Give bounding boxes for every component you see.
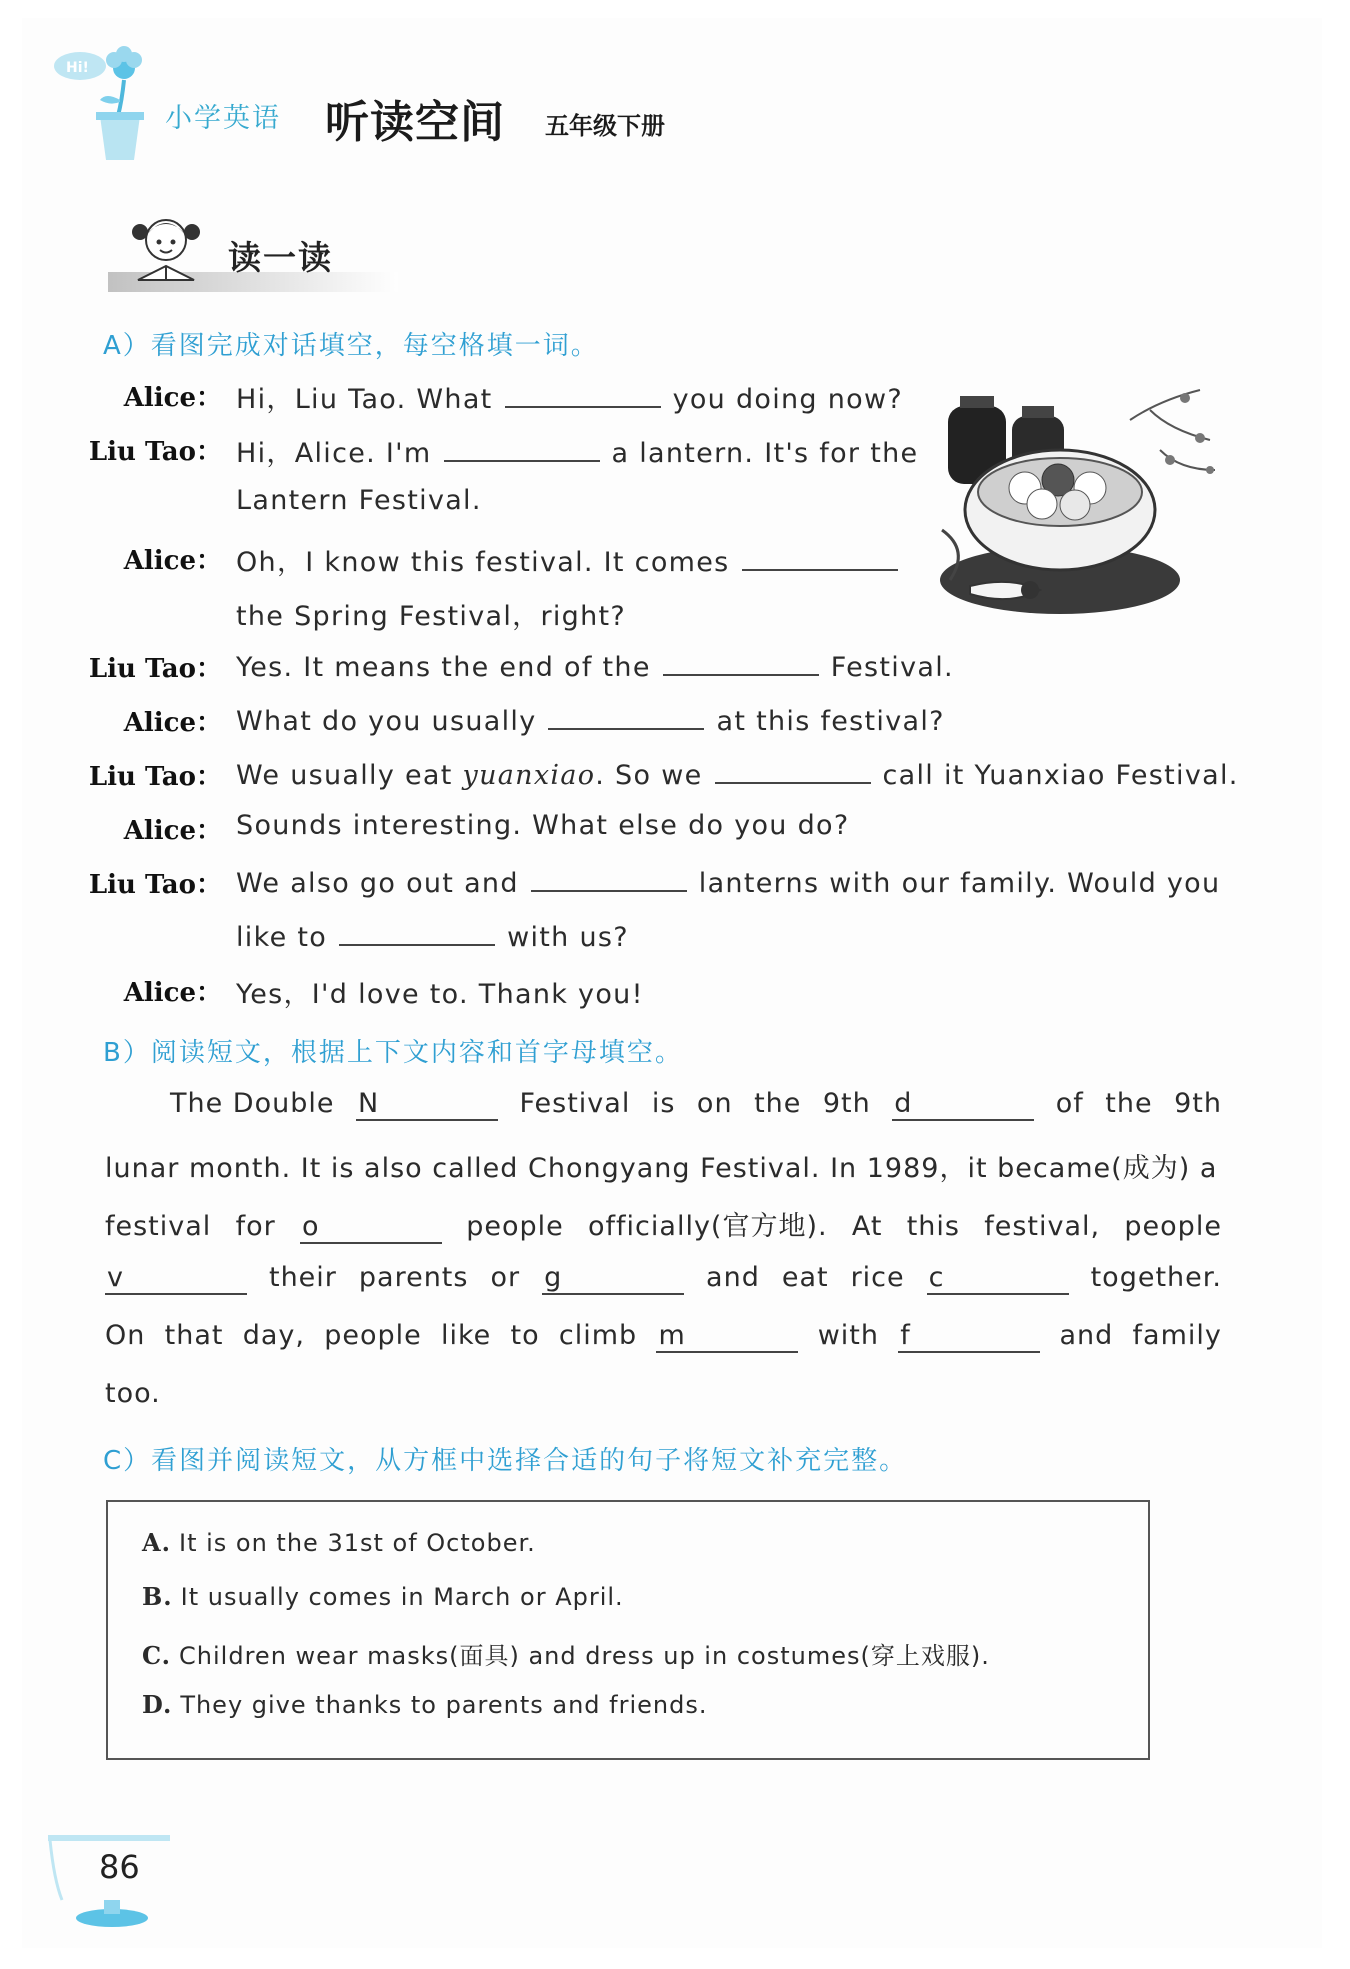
answer-blank[interactable] bbox=[548, 702, 704, 730]
dialogue-line: We also go out and lanterns with our family. Would you bbox=[236, 864, 1220, 899]
options-box bbox=[106, 1500, 1150, 1760]
part-b-heading: B）阅读短文，根据上下文内容和首字母填空。 bbox=[103, 1038, 683, 1068]
initial-letter-blank[interactable]: o bbox=[300, 1211, 442, 1244]
dialogue-line: We usually eat yuanxiao. So we call it Yuanxiao Festival. bbox=[236, 756, 1239, 791]
brand-title: 听读空间 bbox=[325, 97, 505, 148]
answer-blank[interactable] bbox=[339, 918, 495, 946]
speaker-label: Alice： bbox=[123, 978, 222, 1008]
speaker-label: Liu Tao： bbox=[88, 437, 222, 467]
speaker-label: Liu Tao： bbox=[88, 654, 222, 684]
answer-blank[interactable] bbox=[663, 648, 819, 676]
dialogue-line: like to with us? bbox=[236, 918, 629, 953]
passage-b-line: v their parents or g and eat rice c together. bbox=[107, 1262, 1222, 1293]
initial-letter-blank[interactable]: g bbox=[542, 1262, 684, 1295]
dialogue-line: Yes. It means the end of the Festival. bbox=[236, 648, 954, 683]
section-title: 读一读 bbox=[228, 238, 333, 277]
option-d[interactable]: D. They give thanks to parents and friends. bbox=[142, 1690, 708, 1719]
passage-b-line: lunar month. It is also called Chongyang Festival. In 1989，it became(成为) a bbox=[105, 1153, 1218, 1184]
option-b[interactable]: B. It usually comes in March or April. bbox=[142, 1582, 624, 1611]
initial-letter-blank[interactable]: N bbox=[356, 1088, 498, 1121]
speaker-label: Liu Tao： bbox=[88, 870, 222, 900]
page-number: 86 bbox=[99, 1848, 140, 1886]
answer-blank[interactable] bbox=[444, 434, 600, 462]
initial-letter-blank[interactable]: f bbox=[898, 1320, 1040, 1353]
initial-letter-blank[interactable]: c bbox=[927, 1262, 1069, 1295]
option-a[interactable]: A. It is on the 31st of October. bbox=[142, 1528, 536, 1557]
passage-b-line: The Double N Festival is on the 9th d of the 9th bbox=[170, 1088, 1222, 1119]
part-a-heading: A）看图完成对话填空，每空格填一词。 bbox=[103, 331, 599, 361]
speaker-label: Liu Tao： bbox=[88, 762, 222, 792]
speaker-label: Alice： bbox=[123, 383, 222, 413]
flower-pot-icon bbox=[40, 30, 160, 170]
dialogue-line: Oh，I know this festival. It comes bbox=[236, 540, 910, 579]
answer-blank[interactable] bbox=[742, 543, 898, 571]
dialogue-line: Lantern Festival. bbox=[236, 485, 482, 516]
section-banner bbox=[108, 210, 398, 300]
part-c-heading: C）看图并阅读短文，从方框中选择合适的句子将短文补充完整。 bbox=[103, 1446, 908, 1476]
option-c[interactable]: C. Children wear masks(面具) and dress up in costumes(穿上戏服). bbox=[142, 1641, 990, 1670]
dialogue-line: Hi，Liu Tao. What you doing now? bbox=[236, 377, 903, 416]
initial-letter-blank[interactable]: m bbox=[656, 1320, 798, 1353]
initial-letter-blank[interactable]: d bbox=[892, 1088, 1034, 1121]
answer-blank[interactable] bbox=[505, 380, 661, 408]
page-header bbox=[40, 30, 840, 170]
speaker-label: Alice： bbox=[123, 708, 222, 738]
passage-b-line: festival for o people officially(官方地). At this festival, people bbox=[105, 1211, 1222, 1242]
passage-b-line: too. bbox=[105, 1378, 161, 1409]
dialogue-line: the Spring Festival，right? bbox=[236, 601, 627, 632]
dialogue-line: Sounds interesting. What else do you do? bbox=[236, 810, 850, 841]
subject-label: 小学英语 bbox=[165, 103, 281, 134]
passage-b-line: On that day, people like to climb m with f and family bbox=[105, 1320, 1222, 1351]
hi-badge: Hi! bbox=[66, 60, 89, 76]
yuanxiao-bowl-illustration bbox=[930, 380, 1230, 620]
answer-blank[interactable] bbox=[715, 756, 871, 784]
initial-letter-blank[interactable]: v bbox=[105, 1262, 247, 1295]
answer-blank[interactable] bbox=[531, 864, 687, 892]
speaker-label: Alice： bbox=[123, 546, 222, 576]
dialogue-line: Yes，I'd love to. Thank you! bbox=[236, 979, 644, 1010]
dialogue-line: Hi，Alice. I'm a lantern. It's for the bbox=[236, 431, 918, 470]
dialogue-line: What do you usually at this festival? bbox=[236, 702, 945, 737]
grade-label: 五年级下册 bbox=[545, 112, 665, 140]
speaker-label: Alice： bbox=[123, 816, 222, 846]
